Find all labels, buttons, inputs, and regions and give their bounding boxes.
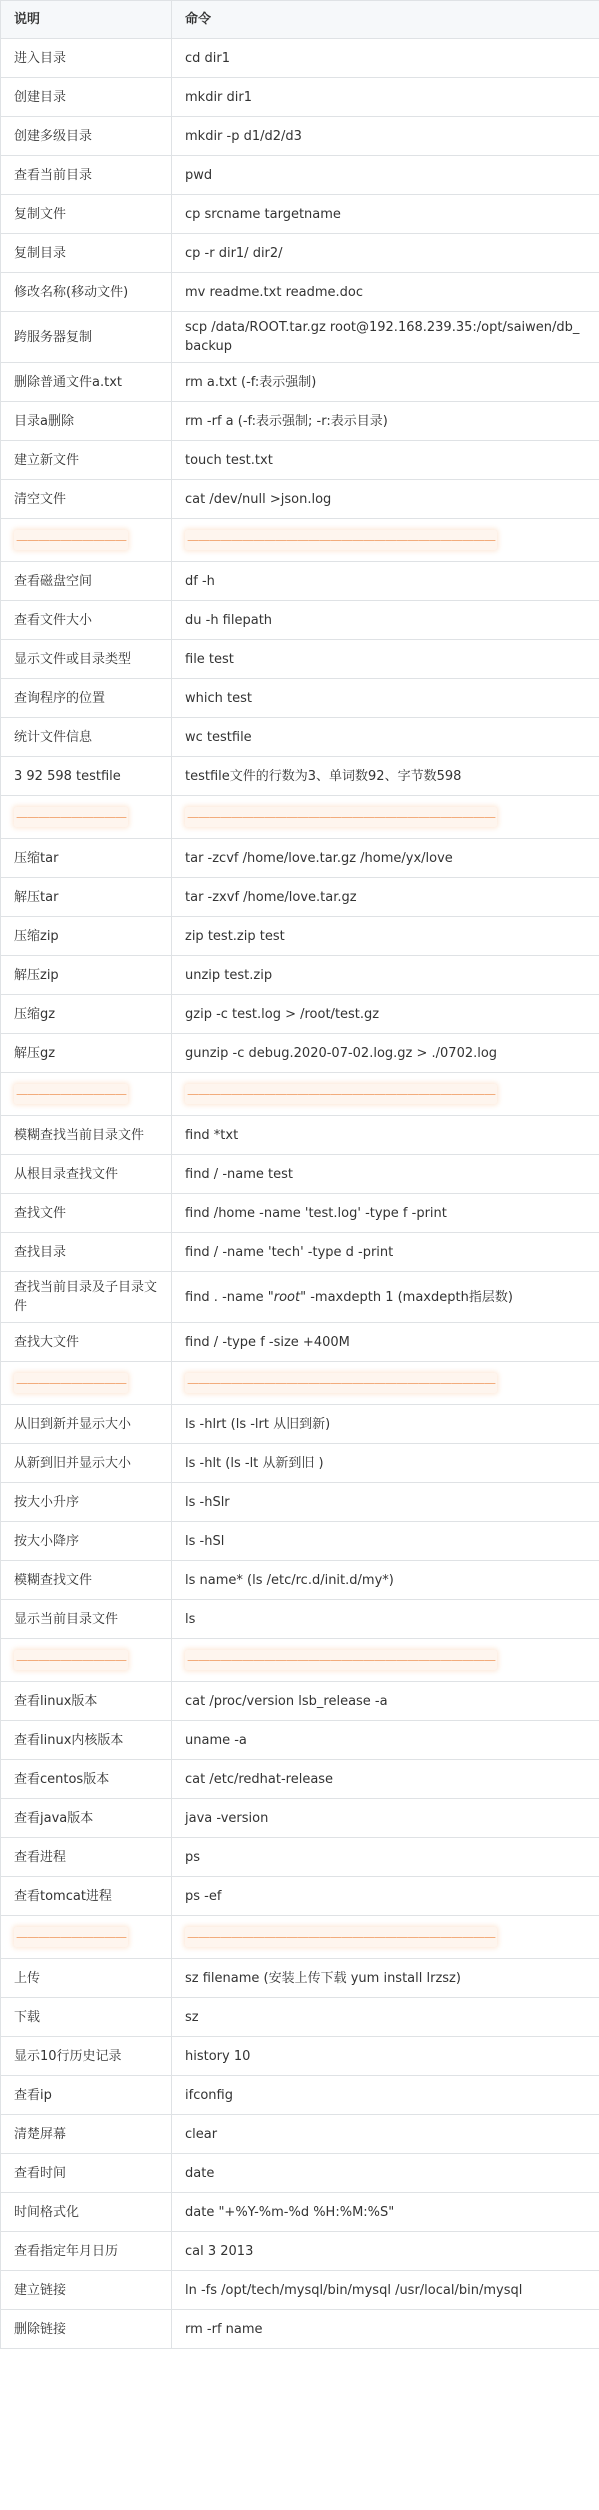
description-cell: 查看linux版本: [1, 1682, 172, 1721]
description-cell: 上传: [1, 1959, 172, 1998]
description-cell: 查询程序的位置: [1, 679, 172, 718]
command-cell: df -h: [172, 562, 599, 601]
command-cell: testfile文件的行数为3、单词数92、字节数598: [172, 757, 599, 796]
table-row: [1, 1561, 599, 1600]
table-row: [1, 718, 599, 757]
command-cell: history 10: [172, 2037, 599, 2076]
command-cell: ifconfig: [172, 2076, 599, 2115]
table-row: [1, 1405, 599, 1444]
table-row: [1, 2076, 599, 2115]
description-cell: 时间格式化: [1, 2193, 172, 2232]
table-row: [1, 1877, 599, 1916]
separator-row: [1, 1916, 599, 1959]
divider-line: ——————————: [14, 530, 128, 550]
divider-line: ——————————: [14, 1650, 128, 1670]
description-cell: [1, 519, 172, 562]
description-cell: 查看进程: [1, 1838, 172, 1877]
table-row: [1, 1034, 599, 1073]
command-cell: ls -hSlr: [172, 1483, 599, 1522]
command-cell: gzip -c test.log > /root/test.gz: [172, 995, 599, 1034]
description-cell: 进入目录: [1, 39, 172, 78]
command-cell: [172, 1916, 599, 1959]
table-row: [1, 1116, 599, 1155]
description-cell: 查看centos版本: [1, 1760, 172, 1799]
description-cell: 建立链接: [1, 2271, 172, 2310]
description-cell: 从新到旧并显示大小: [1, 1444, 172, 1483]
table-row: [1, 117, 599, 156]
description-cell: 按大小升序: [1, 1483, 172, 1522]
header-description: 说明: [1, 1, 172, 39]
command-cell: tar -zcvf /home/love.tar.gz /home/yx/love: [172, 839, 599, 878]
description-cell: [1, 1639, 172, 1682]
command-cell: rm -rf name: [172, 2310, 599, 2349]
description-cell: 复制目录: [1, 234, 172, 273]
table-row: [1, 601, 599, 640]
header-command: 命令: [172, 1, 599, 39]
table-row: [1, 2154, 599, 2193]
description-cell: 解压tar: [1, 878, 172, 917]
table-row: [1, 757, 599, 796]
command-cell: find / -type f -size +400M: [172, 1323, 599, 1362]
command-cell: unzip test.zip: [172, 956, 599, 995]
command-cell: [172, 796, 599, 839]
table-row: [1, 1799, 599, 1838]
command-text: " -maxdepth 1 (maxdepth指层数): [300, 1289, 513, 1305]
table-row: [1, 156, 599, 195]
separator-row: [1, 519, 599, 562]
command-cell: date: [172, 2154, 599, 2193]
description-cell: 查看ip: [1, 2076, 172, 2115]
table-row: [1, 1323, 599, 1362]
table-row: [1, 1760, 599, 1799]
table-row: [1, 2271, 599, 2310]
table-row: [1, 78, 599, 117]
command-cell: find /home -name 'test.log' -type f -print: [172, 1194, 599, 1233]
table-row: [1, 679, 599, 718]
command-cell: find / -name 'tech' -type d -print: [172, 1233, 599, 1272]
description-cell: 建立新文件: [1, 441, 172, 480]
command-cell: cd dir1: [172, 39, 599, 78]
command-cell: [172, 1639, 599, 1682]
separator-row: [1, 1639, 599, 1682]
description-cell: 解压gz: [1, 1034, 172, 1073]
description-cell: [1, 796, 172, 839]
table-row: [1, 995, 599, 1034]
divider-line: ————————————————————————————: [185, 1084, 497, 1104]
description-cell: 查找大文件: [1, 1323, 172, 1362]
separator-row: [1, 1362, 599, 1405]
divider-line: ————————————————————————————: [185, 807, 497, 827]
command-cell: file test: [172, 640, 599, 679]
command-cell: ps: [172, 1838, 599, 1877]
divider-line: ————————————————————————————: [185, 1927, 497, 1947]
description-cell: 显示10行历史记录: [1, 2037, 172, 2076]
command-cell: scp /data/ROOT.tar.gz root@192.168.239.35:/opt/saiwen/db_backup: [172, 312, 599, 363]
table-row: [1, 1838, 599, 1877]
command-cell: touch test.txt: [172, 441, 599, 480]
description-cell: 目录a删除: [1, 402, 172, 441]
command-cell: uname -a: [172, 1721, 599, 1760]
description-cell: [1, 1362, 172, 1405]
table-row: [1, 917, 599, 956]
command-cell: mv readme.txt readme.doc: [172, 273, 599, 312]
description-cell: [1, 1073, 172, 1116]
table-row: [1, 2310, 599, 2349]
description-cell: 清楚屏幕: [1, 2115, 172, 2154]
divider-line: ————————————————————————————: [185, 530, 497, 550]
table-row: [1, 1721, 599, 1760]
description-cell: 查看文件大小: [1, 601, 172, 640]
table-row: [1, 839, 599, 878]
table-row: [1, 1444, 599, 1483]
description-cell: 3 92 598 testfile: [1, 757, 172, 796]
description-cell: 从旧到新并显示大小: [1, 1405, 172, 1444]
command-cell: pwd: [172, 156, 599, 195]
command-cell: ln -fs /opt/tech/mysql/bin/mysql /usr/local/bin/mysql: [172, 2271, 599, 2310]
table-row: [1, 312, 599, 363]
divider-line: ——————————: [14, 807, 128, 827]
command-cell: ls -hlt (ls -lt 从新到旧 ): [172, 1444, 599, 1483]
table-row: [1, 2037, 599, 2076]
command-cell: cp -r dir1/ dir2/: [172, 234, 599, 273]
description-cell: 删除普通文件a.txt: [1, 363, 172, 402]
description-cell: 查找当前目录及子目录文件: [1, 1272, 172, 1323]
description-cell: 显示当前目录文件: [1, 1600, 172, 1639]
table-row: [1, 2232, 599, 2271]
table-row: [1, 562, 599, 601]
command-text-italic: root: [273, 1289, 301, 1305]
command-cell: ps -ef: [172, 1877, 599, 1916]
description-cell: 查找文件: [1, 1194, 172, 1233]
command-cell: [172, 1272, 599, 1323]
divider-line: ——————————: [14, 1373, 128, 1393]
command-cell: cat /etc/redhat-release: [172, 1760, 599, 1799]
command-cell: java -version: [172, 1799, 599, 1838]
table-row: [1, 39, 599, 78]
command-cell: ls name* (ls /etc/rc.d/init.d/my*): [172, 1561, 599, 1600]
command-cell: mkdir dir1: [172, 78, 599, 117]
command-cell: ls: [172, 1600, 599, 1639]
description-cell: 查看java版本: [1, 1799, 172, 1838]
table-header-row: [1, 1, 599, 39]
table-row: [1, 1233, 599, 1272]
description-cell: 查看linux内核版本: [1, 1721, 172, 1760]
description-cell: 模糊查找文件: [1, 1561, 172, 1600]
description-cell: 复制文件: [1, 195, 172, 234]
description-cell: 查看当前目录: [1, 156, 172, 195]
command-cell: du -h filepath: [172, 601, 599, 640]
description-cell: 解压zip: [1, 956, 172, 995]
command-cell: mkdir -p d1/d2/d3: [172, 117, 599, 156]
command-cell: ls -hSl: [172, 1522, 599, 1561]
table-row: [1, 1194, 599, 1233]
command-cell: find / -name test: [172, 1155, 599, 1194]
description-cell: [1, 1916, 172, 1959]
table-row: [1, 273, 599, 312]
description-cell: 查看tomcat进程: [1, 1877, 172, 1916]
divider-line: ————————————————————————————: [185, 1373, 497, 1393]
table-row: [1, 363, 599, 402]
command-cell: [172, 1362, 599, 1405]
divider-line: ——————————: [14, 1084, 128, 1104]
description-cell: 下载: [1, 1998, 172, 2037]
table-row: [1, 1959, 599, 1998]
command-text: find . -name ": [185, 1289, 274, 1305]
description-cell: 模糊查找当前目录文件: [1, 1116, 172, 1155]
command-cell: rm a.txt (-f:表示强制): [172, 363, 599, 402]
table-row: [1, 234, 599, 273]
description-cell: 创建目录: [1, 78, 172, 117]
description-cell: 按大小降序: [1, 1522, 172, 1561]
command-cell: which test: [172, 679, 599, 718]
table-row: [1, 480, 599, 519]
table-row: [1, 1272, 599, 1323]
description-cell: 查找目录: [1, 1233, 172, 1272]
separator-row: [1, 1073, 599, 1116]
table-row: [1, 1522, 599, 1561]
command-cell: date "+%Y-%m-%d %H:%M:%S": [172, 2193, 599, 2232]
description-cell: 压缩gz: [1, 995, 172, 1034]
command-cell: sz: [172, 1998, 599, 2037]
description-cell: 清空文件: [1, 480, 172, 519]
description-cell: 跨服务器复制: [1, 312, 172, 363]
table-row: [1, 1998, 599, 2037]
description-cell: 显示文件或目录类型: [1, 640, 172, 679]
description-cell: 查看时间: [1, 2154, 172, 2193]
table-row: [1, 195, 599, 234]
command-cell: wc testfile: [172, 718, 599, 757]
command-cell: [172, 519, 599, 562]
command-cell: tar -zxvf /home/love.tar.gz: [172, 878, 599, 917]
table-row: [1, 640, 599, 679]
divider-line: ————————————————————————————: [185, 1650, 497, 1670]
description-cell: 创建多级目录: [1, 117, 172, 156]
description-cell: 查看磁盘空间: [1, 562, 172, 601]
command-cell: cat /dev/null >json.log: [172, 480, 599, 519]
table-row: [1, 1155, 599, 1194]
table-row: [1, 956, 599, 995]
command-cell: rm -rf a (-f:表示强制; -r:表示目录): [172, 402, 599, 441]
description-cell: 统计文件信息: [1, 718, 172, 757]
table-row: [1, 2115, 599, 2154]
command-cell: clear: [172, 2115, 599, 2154]
command-cell: ls -hlrt (ls -lrt 从旧到新): [172, 1405, 599, 1444]
table-row: [1, 878, 599, 917]
table-row: [1, 1483, 599, 1522]
description-cell: 查看指定年月日历: [1, 2232, 172, 2271]
command-cell: find *txt: [172, 1116, 599, 1155]
command-cell: cp srcname targetname: [172, 195, 599, 234]
command-cell: gunzip -c debug.2020-07-02.log.gz > ./0702.log: [172, 1034, 599, 1073]
command-cell: cat /proc/version lsb_release -a: [172, 1682, 599, 1721]
command-cell: cal 3 2013: [172, 2232, 599, 2271]
command-cell: sz filename (安装上传下载 yum install lrzsz): [172, 1959, 599, 1998]
description-cell: 从根目录查找文件: [1, 1155, 172, 1194]
divider-line: ——————————: [14, 1927, 128, 1947]
table-row: [1, 2193, 599, 2232]
description-cell: 压缩zip: [1, 917, 172, 956]
description-cell: 删除链接: [1, 2310, 172, 2349]
description-cell: 修改名称(移动文件): [1, 273, 172, 312]
command-cell: [172, 1073, 599, 1116]
table-row: [1, 402, 599, 441]
separator-row: [1, 796, 599, 839]
table-row: [1, 1600, 599, 1639]
table-row: [1, 441, 599, 480]
table-row: [1, 1682, 599, 1721]
description-cell: 压缩tar: [1, 839, 172, 878]
command-cell: zip test.zip test: [172, 917, 599, 956]
